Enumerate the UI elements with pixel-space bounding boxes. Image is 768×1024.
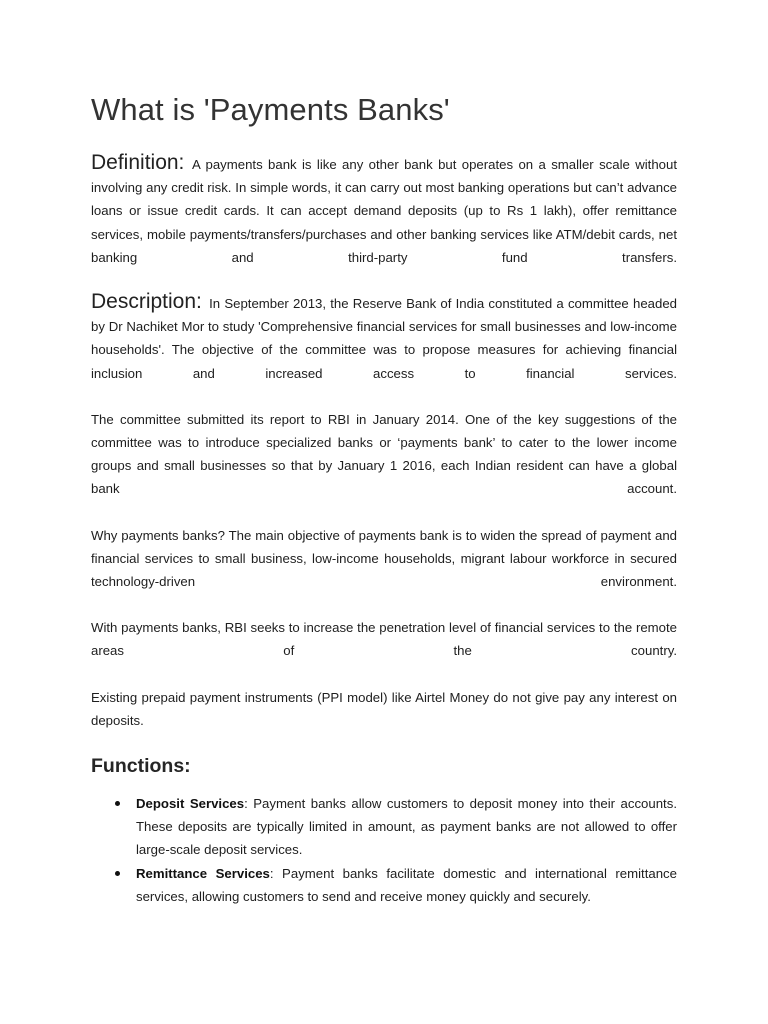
functions-list — [91, 792, 677, 908]
rbi-penetration-paragraph: With payments banks, RBI seeks to increase the penetration level of financial services to the remote areas of the country. — [91, 620, 677, 659]
function-item-text — [136, 862, 677, 908]
definition-text: A payments bank is like any other bank but operates on a smaller scale without involving any credit risk. In simple words, it can carry out most banking operations but can’t advance loans or issue credit cards. It can accept demand deposits (up to Rs 1 lakh), offer remittance services, mobile payments/transfers/purchases and other banking services like ATM/debit cards, net banking and third-party fund transfers. — [91, 157, 678, 265]
list-item — [91, 792, 677, 862]
committee-report-paragraph: The committee submitted its report to RBI in January 2014. One of the key suggestions of the committee was to introduce specialized banks or ‘payments bank’ to cater to the lower income groups and small businesses so that by January 1 2016, each Indian resident can have a global bank account. — [91, 411, 677, 497]
bullet-icon — [115, 801, 120, 806]
list-item — [91, 862, 677, 908]
function-item-description: : Payment banks facilitate domestic and international remittance services, allowing customers to send and receive money quickly and securely. — [136, 865, 677, 904]
description-text: In September 2013, the Reserve Bank of India constituted a committee headed by Dr Nachiket Mor to study 'Comprehensive financial services for small businesses and low-income households'. The objective of the committee was to propose measures for achieving financial inclusion and increased access to financial services. — [91, 296, 677, 381]
function-item-label: Remittance Services — [136, 865, 270, 881]
function-item-label: Deposit Services — [136, 796, 245, 812]
why-payments-banks-paragraph: Why payments banks? The main objective of payments bank is to widen the spread of payment and financial services to small business, low-income households, migrant labour workforce in secured technology-driven environment. — [91, 527, 677, 590]
description-heading: Description: — [91, 290, 202, 314]
description-paragraph — [91, 290, 677, 385]
definition-heading: Definition: — [91, 151, 185, 174]
definition-paragraph — [91, 151, 677, 269]
document-content — [91, 90, 677, 908]
function-item-text — [136, 792, 677, 862]
page-title: What is 'Payments Banks' — [91, 92, 450, 127]
ppi-model-paragraph: Existing prepaid payment instruments (PPI model) like Airtel Money do not give pay any interest on deposits. — [91, 689, 677, 728]
function-item-description: : Payment banks allow customers to deposit money into their accounts. These deposits are typically limited in amount, as payment banks are not allowed to offer large-scale deposit services. — [136, 796, 677, 858]
functions-heading: Functions: — [91, 755, 191, 778]
bullet-icon — [115, 871, 120, 876]
